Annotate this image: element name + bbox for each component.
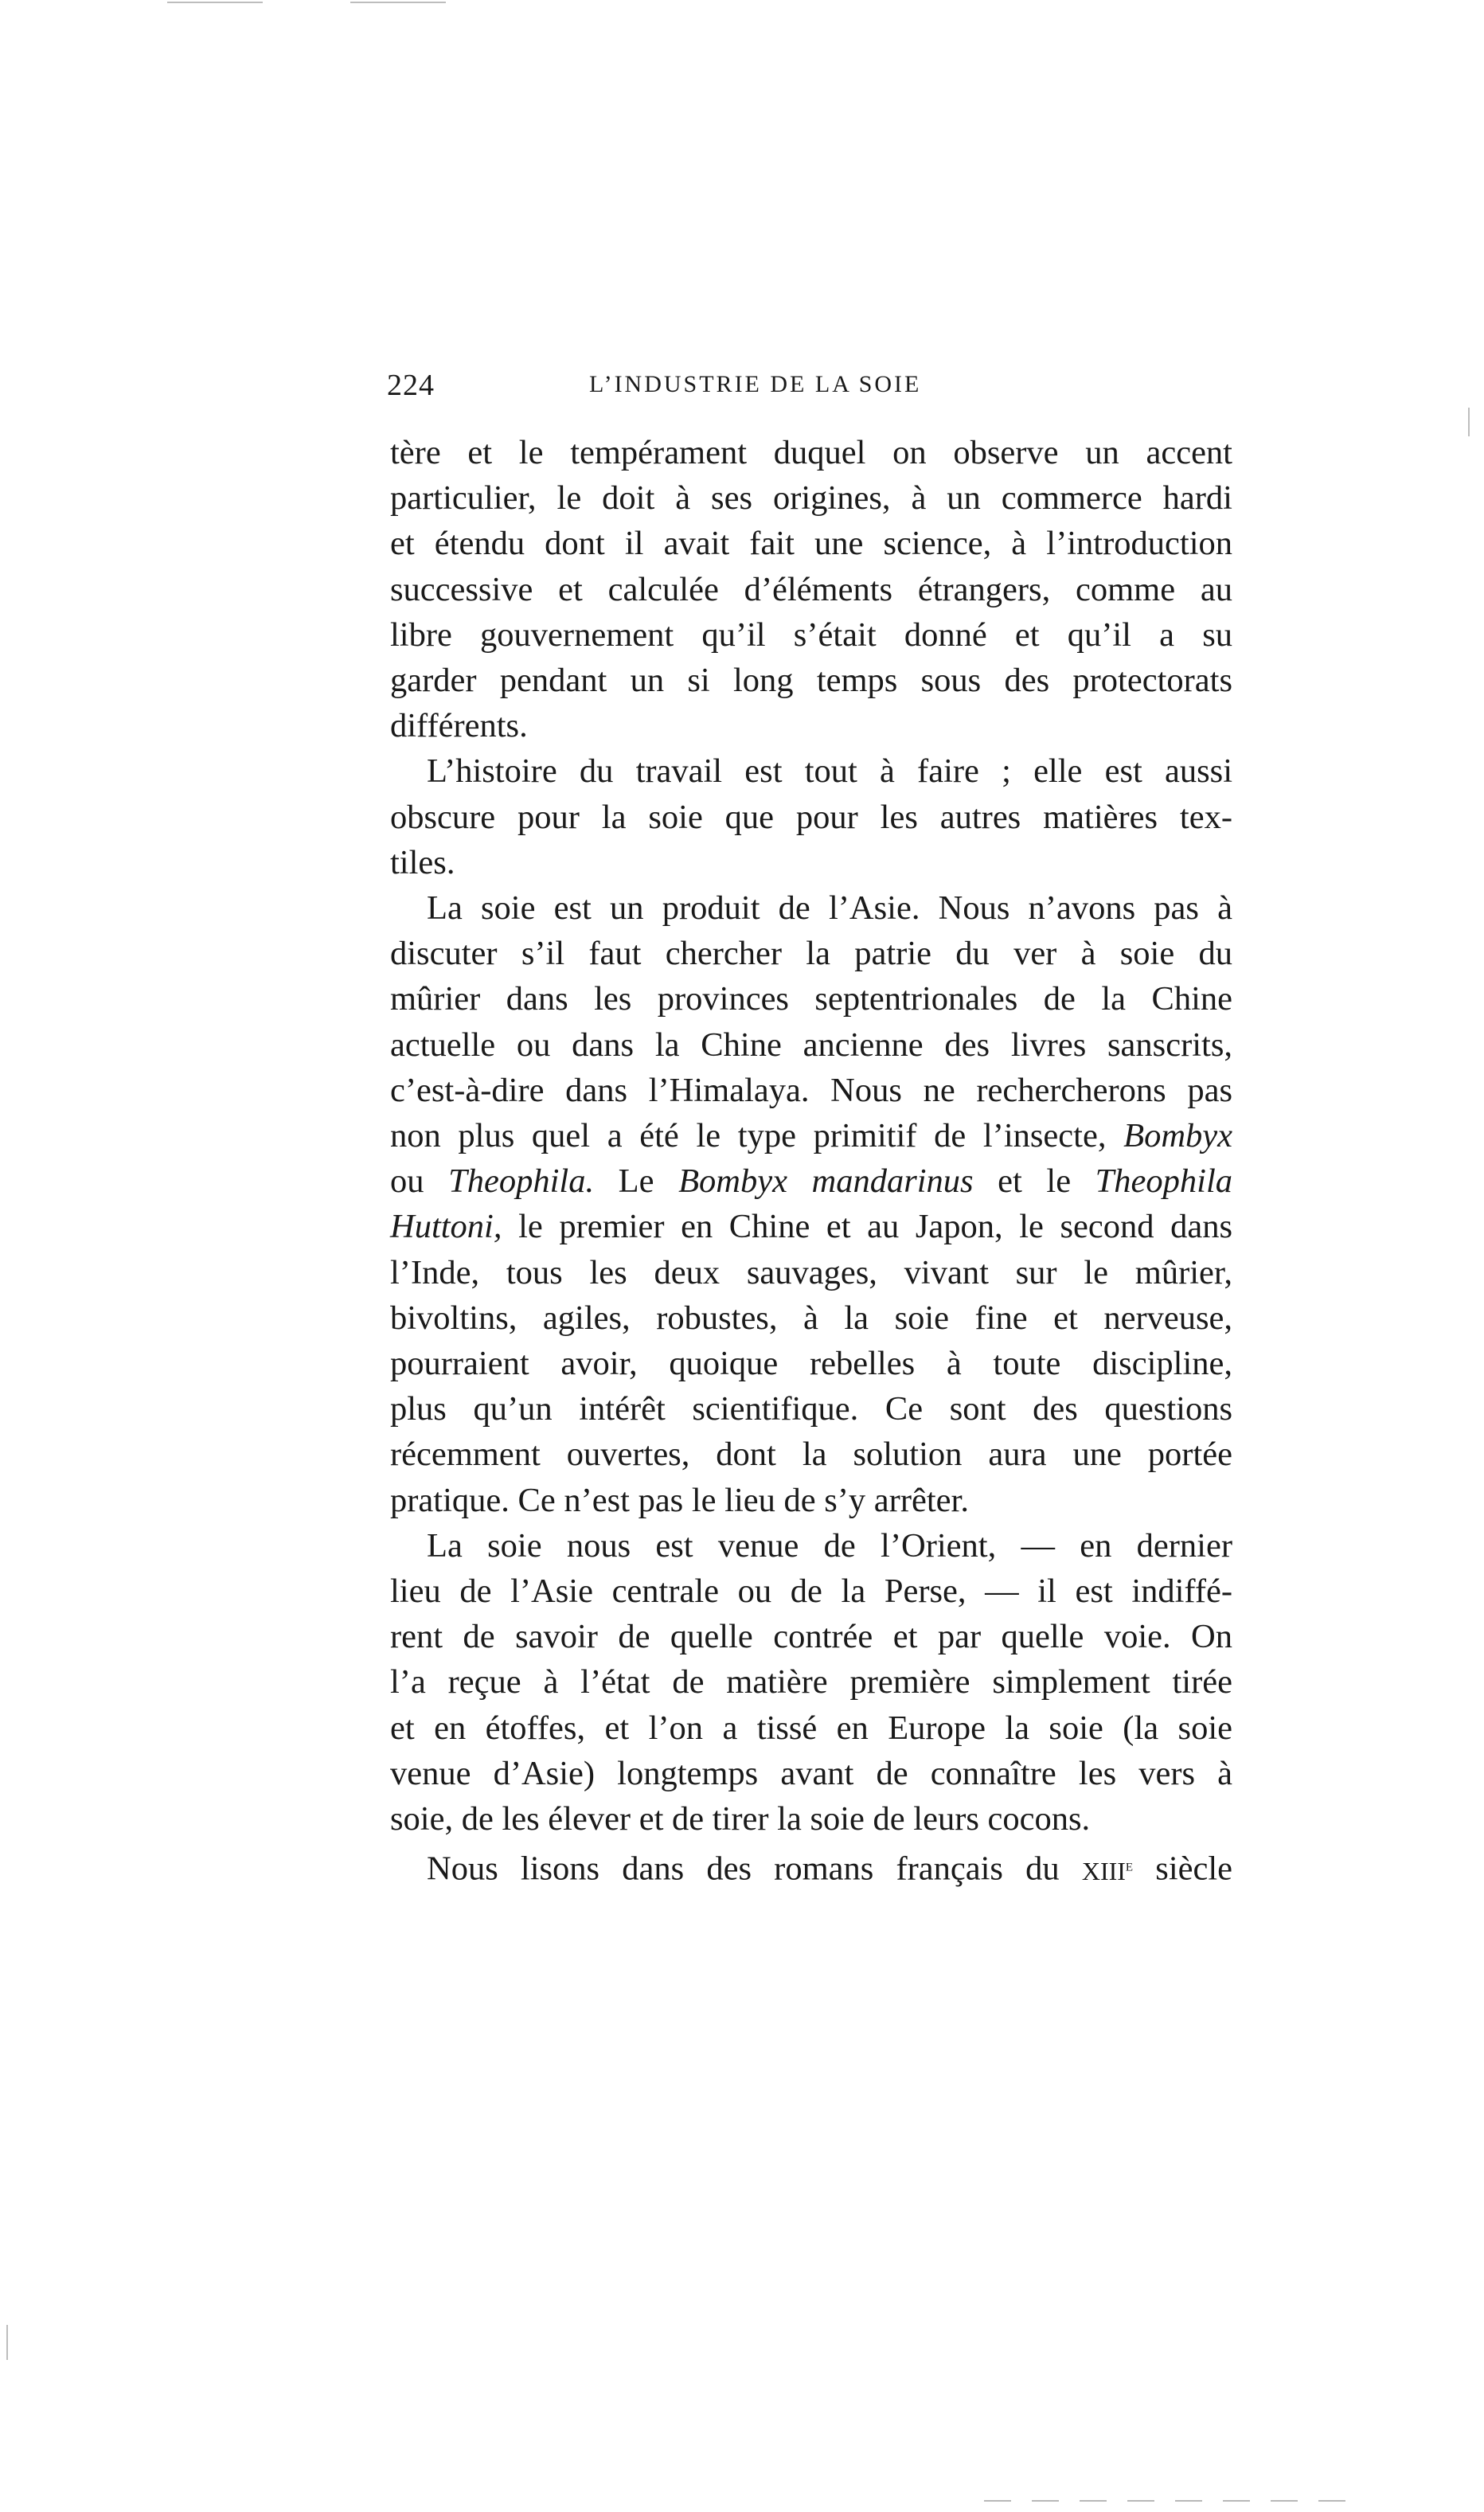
text-line <box>390 1158 1232 1204</box>
text-line: La soie est un produit de l’Asie. Nous n’avons pas à <box>427 889 1232 928</box>
text-line <box>390 1113 1232 1158</box>
text-line: discuter s’il faut chercher la patrie du ver à soie du <box>390 935 1232 973</box>
text-line: obscure pour la soie que pour les autres matières tex- <box>390 798 1232 836</box>
body-text <box>390 430 1232 1894</box>
text-segment: non plus quel a été le type primitif de l’insecte, <box>390 1117 1107 1155</box>
text-line: c’est-à-dire dans l’Himalaya. Nous ne rechercherons pas <box>390 1071 1232 1109</box>
page-header <box>387 368 1232 416</box>
italic-term: Huttoni, <box>390 1208 502 1246</box>
text-line: garder pendant un si long temps sous des protectorats <box>390 662 1232 700</box>
text-line: venue d’Asie) longtemps avant de connaître les vers à <box>390 1754 1232 1792</box>
scan-mark <box>1468 408 1470 436</box>
text-line <box>390 1842 1232 1894</box>
text-segment: siècle <box>1155 1850 1233 1888</box>
running-title: L’INDUSTRIE DE LA SOIE <box>589 371 922 397</box>
scan-mark <box>167 2 263 3</box>
text-line: pourraient avoir, quoique rebelles à toute discipline, <box>390 1345 1232 1383</box>
text-line: lieu de l’Asie centrale ou de la Perse, — il est indiffé- <box>390 1572 1232 1611</box>
text-line: l’a reçue à l’état de matière première simplement tirée <box>390 1663 1232 1701</box>
century-numeral <box>1081 1854 1134 1885</box>
scan-mark <box>350 2 446 3</box>
text-line: et en étoffes, et l’on a tissé en Europe la soie (la soie <box>390 1709 1232 1747</box>
italic-term: Bombyx <box>1123 1117 1232 1155</box>
text-line: rent de savoir de quelle contrée et par quelle voie. On <box>390 1618 1232 1656</box>
text-line: récemment ouvertes, dont la solution aura une portée <box>390 1436 1232 1474</box>
text-line: L’histoire du travail est tout à faire ; elle est aussi <box>427 752 1232 791</box>
text-segment: ou <box>390 1162 424 1201</box>
text-segment: le premier en Chine et au Japon, le second dans <box>518 1208 1233 1246</box>
text-segment: Le <box>618 1162 654 1201</box>
text-segment: Nous lisons dans des romans français du <box>427 1850 1060 1888</box>
text-line: l’Inde, tous les deux sauvages, vivant sur le mûrier, <box>390 1253 1232 1291</box>
text-line: pratique. Ce n’est pas le lieu de s’y arrêter. <box>390 1481 969 1519</box>
scan-mark <box>6 2325 8 2360</box>
italic-term: Theophila. <box>448 1162 595 1201</box>
text-line: et étendu dont il avait fait une science, à l’introduction <box>390 525 1232 563</box>
italic-term: Bombyx mandarinus <box>678 1162 974 1201</box>
text-line: La soie nous est venue de l’Orient, — en dernier <box>427 1526 1232 1565</box>
scan-mark <box>984 2500 1358 2502</box>
page-number: 224 <box>387 369 435 402</box>
text-line: particulier, le doit à ses origines, à un commerce hardi <box>390 479 1232 518</box>
text-line <box>390 1204 1232 1249</box>
italic-term: Theophila <box>1095 1162 1233 1201</box>
superscript: e <box>1125 1854 1134 1875</box>
text-segment: et le <box>998 1162 1072 1201</box>
text-line: tiles. <box>390 843 455 881</box>
text-line: plus qu’un intérêt scientifique. Ce sont des questions <box>390 1390 1232 1428</box>
text-line: mûrier dans les provinces septentrionales de la Chine <box>390 980 1232 1018</box>
text-line: libre gouvernement qu’il s’était donné et qu’il a su <box>390 615 1232 654</box>
roman-numeral: XIII <box>1081 1856 1126 1885</box>
text-line: différents. <box>390 707 528 745</box>
text-line: soie, de les élever et de tirer la soie de leurs cocons. <box>390 1800 1091 1838</box>
text-line: actuelle ou dans la Chine ancienne des livres sanscrits, <box>390 1026 1232 1064</box>
text-line: successive et calculée d’éléments étrangers, comme au <box>390 570 1232 608</box>
text-line: bivoltins, agiles, robustes, à la soie fine et nerveuse, <box>390 1299 1232 1337</box>
text-line: tère et le tempérament duquel on observe un accent <box>390 434 1232 471</box>
